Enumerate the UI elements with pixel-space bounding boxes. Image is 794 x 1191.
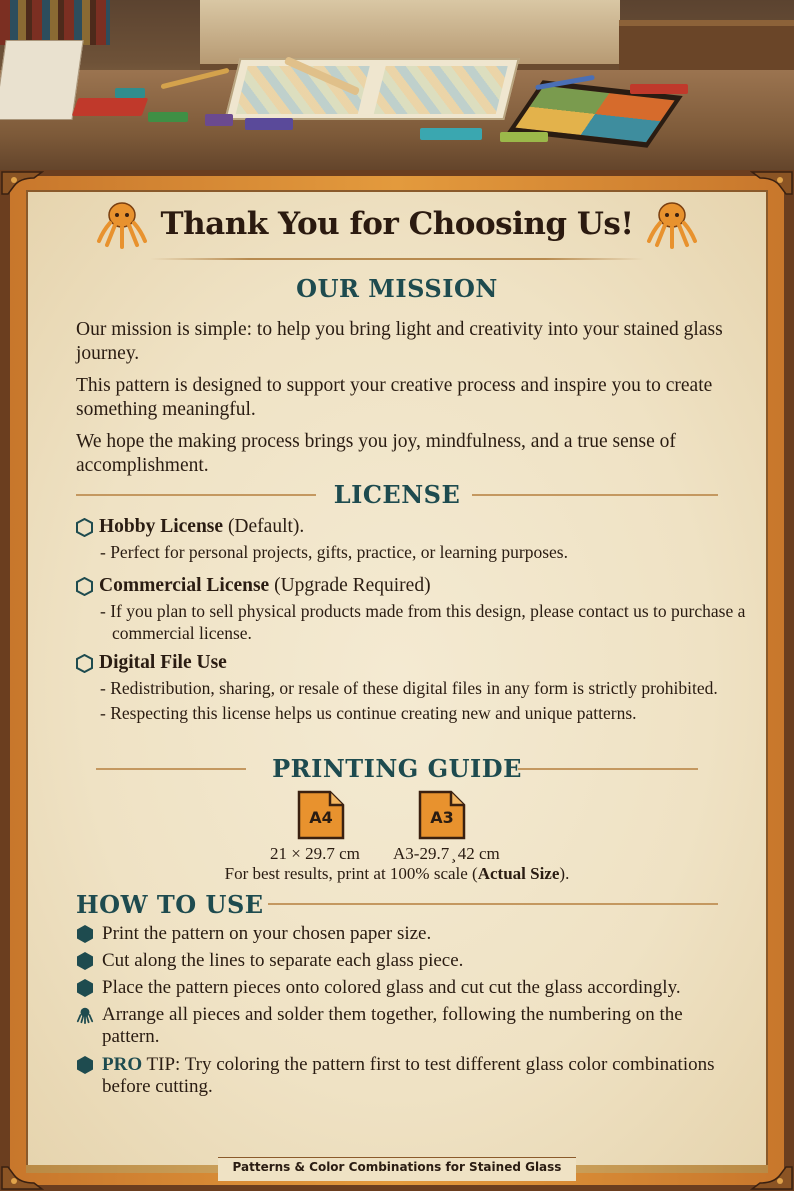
hexagon-outline-icon xyxy=(76,518,93,537)
octopus-icon xyxy=(645,197,699,251)
paper-size-icons xyxy=(0,790,794,840)
hexagon-bullet-icon xyxy=(76,951,94,971)
license-bullet: - Respecting this license helps us continue creating new and unique patterns. xyxy=(100,703,637,723)
license-title: Digital File Use xyxy=(99,652,227,673)
how-to-step: Place the pattern pieces onto colored glass and cut cut the glass accordingly. xyxy=(76,977,756,999)
hexagon-bullet-icon xyxy=(76,924,94,944)
paper-size-label: A3 xyxy=(430,808,454,827)
license-title: Commercial License xyxy=(99,575,270,596)
octopus-icon xyxy=(95,197,149,251)
divider-line xyxy=(268,903,718,905)
paper-a4-icon xyxy=(296,790,346,840)
license-subtitle: (Upgrade Required) xyxy=(269,575,431,596)
paper-a3-icon xyxy=(417,790,467,840)
mission-paragraph: Our mission is simple: to help you bring light and creativity into your stained glass journey. xyxy=(76,319,723,364)
license-title: Hobby License xyxy=(99,516,224,537)
paper-size-label: A4 xyxy=(309,808,333,827)
mission-paragraph: This pattern is designed to support your creative process and inspire you to create something meaningful. xyxy=(76,375,713,420)
license-bullet: - If you plan to sell physical products made from this design, please contact us to purchase a commercial license. xyxy=(100,601,746,643)
mission-paragraph: We hope the making process brings you joy, mindfulness, and a true sense of accomplishment. xyxy=(76,431,676,476)
license-item-digital xyxy=(76,652,756,724)
title-divider xyxy=(150,258,644,260)
a3-dimensions: A3-29.7 ̧ 42 cm xyxy=(393,844,500,863)
how-to-step: Cut along the lines to separate each glass piece. xyxy=(76,950,756,972)
how-to-step: Arrange all pieces and solder them together, following the numbering on the pattern. xyxy=(76,1004,716,1048)
license-item-commercial xyxy=(76,575,756,644)
license-item-hobby xyxy=(76,516,756,563)
hexagon-bullet-icon xyxy=(76,1055,94,1075)
printing-heading: PRINTING GUIDE xyxy=(272,754,522,783)
pro-label: PRO xyxy=(102,1054,143,1075)
print-note: For best results, print at 100% scale (Actual Size). xyxy=(224,864,570,883)
pro-tip: PRO TIP: Try coloring the pattern first to test different glass color combinations before cutting. xyxy=(76,1054,716,1098)
hexagon-outline-icon xyxy=(76,577,93,596)
hexagon-outline-icon xyxy=(76,654,93,673)
octopus-bullet-icon xyxy=(76,1005,94,1025)
hexagon-bullet-icon xyxy=(76,978,94,998)
title-row xyxy=(0,196,794,252)
a4-dimensions: 21 × 29.7 cm xyxy=(270,844,360,863)
license-subtitle: (Default). xyxy=(223,516,305,537)
footer-text: Patterns & Color Combinations for Stained Glass xyxy=(232,1160,562,1174)
print-note-bold: Actual Size xyxy=(477,864,560,883)
how-to-use-heading: HOW TO USE xyxy=(76,890,264,919)
license-bullet: - Perfect for personal projects, gifts, practice, or learning purposes. xyxy=(100,542,568,562)
license-bullet: - Redistribution, sharing, or resale of these digital files in any form is strictly prohibited. xyxy=(100,678,718,698)
license-heading: LICENSE xyxy=(333,480,461,509)
page-title: Thank You for Choosing Us! xyxy=(160,206,634,242)
mission-heading: OUR MISSION xyxy=(296,274,498,303)
how-to-step: Print the pattern on your chosen paper size. xyxy=(76,923,756,945)
